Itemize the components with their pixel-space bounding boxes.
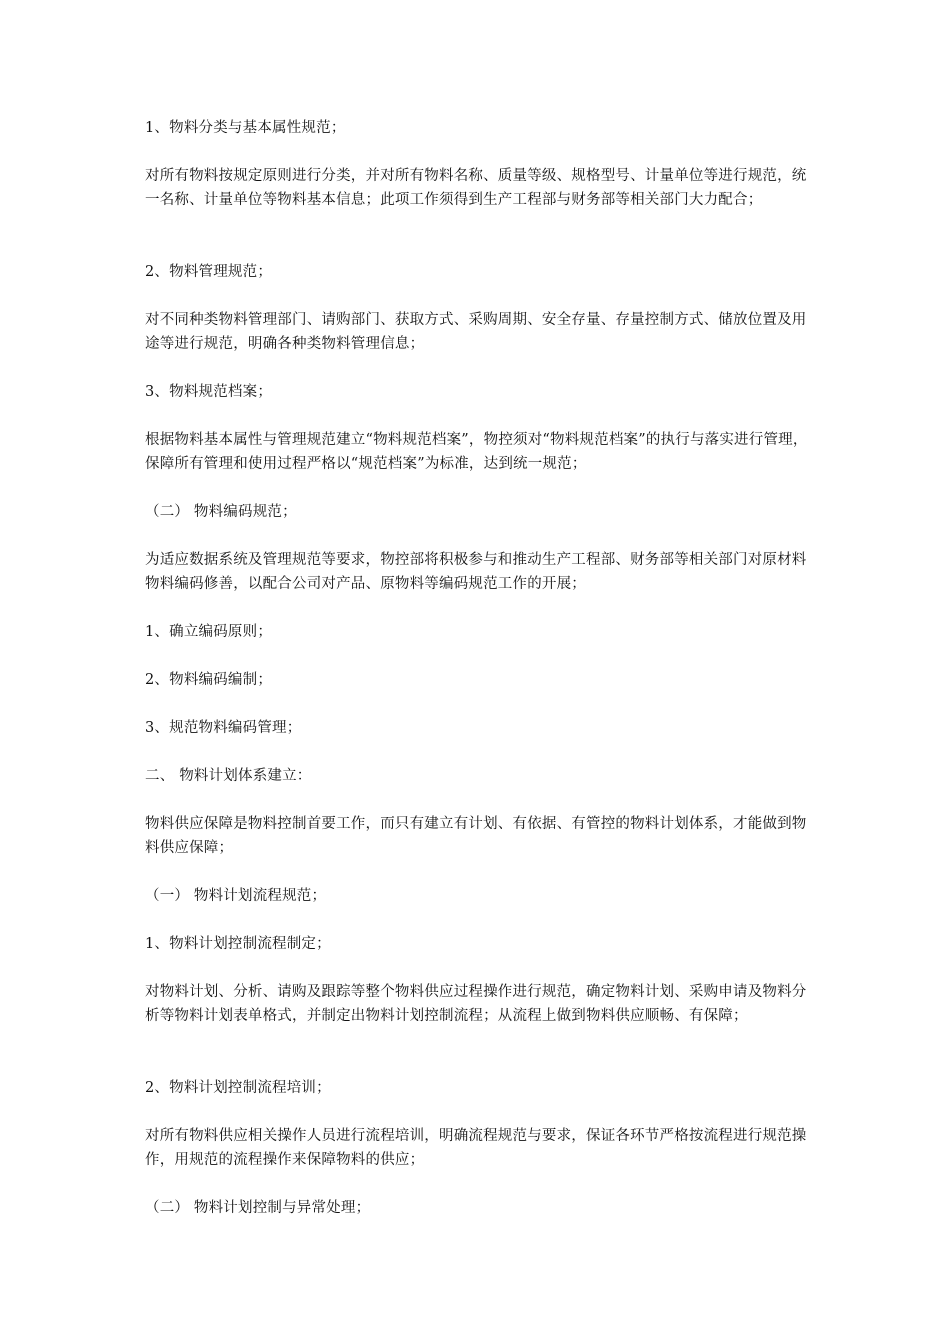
paragraph-training-detail: 对所有物料供应相关操作人员进行流程培训，明确流程规范与要求，保证各环节严格按流程进行规范操作，用规范的流程操作来保障物料的供应； (145, 1128, 807, 1168)
heading-plan-process: （一） 物料计划流程规范； (145, 888, 327, 904)
heading-material-archive: 3、物料规范档案； (145, 384, 273, 400)
heading-plan-process-training: 2、物料计划控制流程培训； (145, 1080, 331, 1096)
heading-material-classification: 1、物料分类与基本属性规范； (145, 120, 346, 136)
paragraph-management-detail: 对不同种类物料管理部门、请购部门、获取方式、采购周期、安全存量、存量控制方式、储放位置及用途等进行规范，明确各种类物料管理信息； (145, 312, 807, 352)
paragraph-archive-detail: 根据物料基本属性与管理规范建立“物料规范档案”，物控须对“物料规范档案”的执行与落实进行管理，保障所有管理和使用过程严格以“规范档案”为标准，达到统一规范； (145, 432, 808, 472)
heading-plan-control-exception: （二） 物料计划控制与异常处理； (145, 1200, 371, 1216)
list-item-coding-management: 3、规范物料编码管理； (145, 720, 302, 736)
paragraph-coding-detail: 为适应数据系统及管理规范等要求，物控部将积极参与和推动生产工程部、财务部等相关部门对原材料物料编码修善，以配合公司对产品、原物料等编码规范工作的开展； (145, 552, 807, 592)
paragraph-plan-process-detail: 对物料计划、分析、请购及跟踪等整个物料供应过程操作进行规范，确定物料计划、采购申请及物料分析等物料计划表单格式，并制定出物料计划控制流程；从流程上做到物料供应顺畅、有保障； (145, 984, 807, 1024)
heading-coding-spec: （二） 物料编码规范； (145, 504, 297, 520)
list-item-coding-principle: 1、确立编码原则； (145, 624, 273, 640)
section-heading-plan-system: 二、 物料计划体系建立： (145, 768, 312, 784)
paragraph-plan-system-detail: 物料供应保障是物料控制首要工作，而只有建立有计划、有依据、有管控的物料计划体系，才能做到物料供应保障； (145, 816, 807, 856)
heading-material-management: 2、物料管理规范； (145, 264, 273, 280)
heading-plan-process-define: 1、物料计划控制流程制定； (145, 936, 331, 952)
paragraph-classification-detail: 对所有物料按规定原则进行分类，并对所有物料名称、质量等级、规格型号、计量单位等进行规范，统一名称、计量单位等物料基本信息；此项工作须得到生产工程部与财务部等相关部门大力配合； (145, 168, 807, 208)
list-item-coding-compile: 2、物料编码编制； (145, 672, 273, 688)
